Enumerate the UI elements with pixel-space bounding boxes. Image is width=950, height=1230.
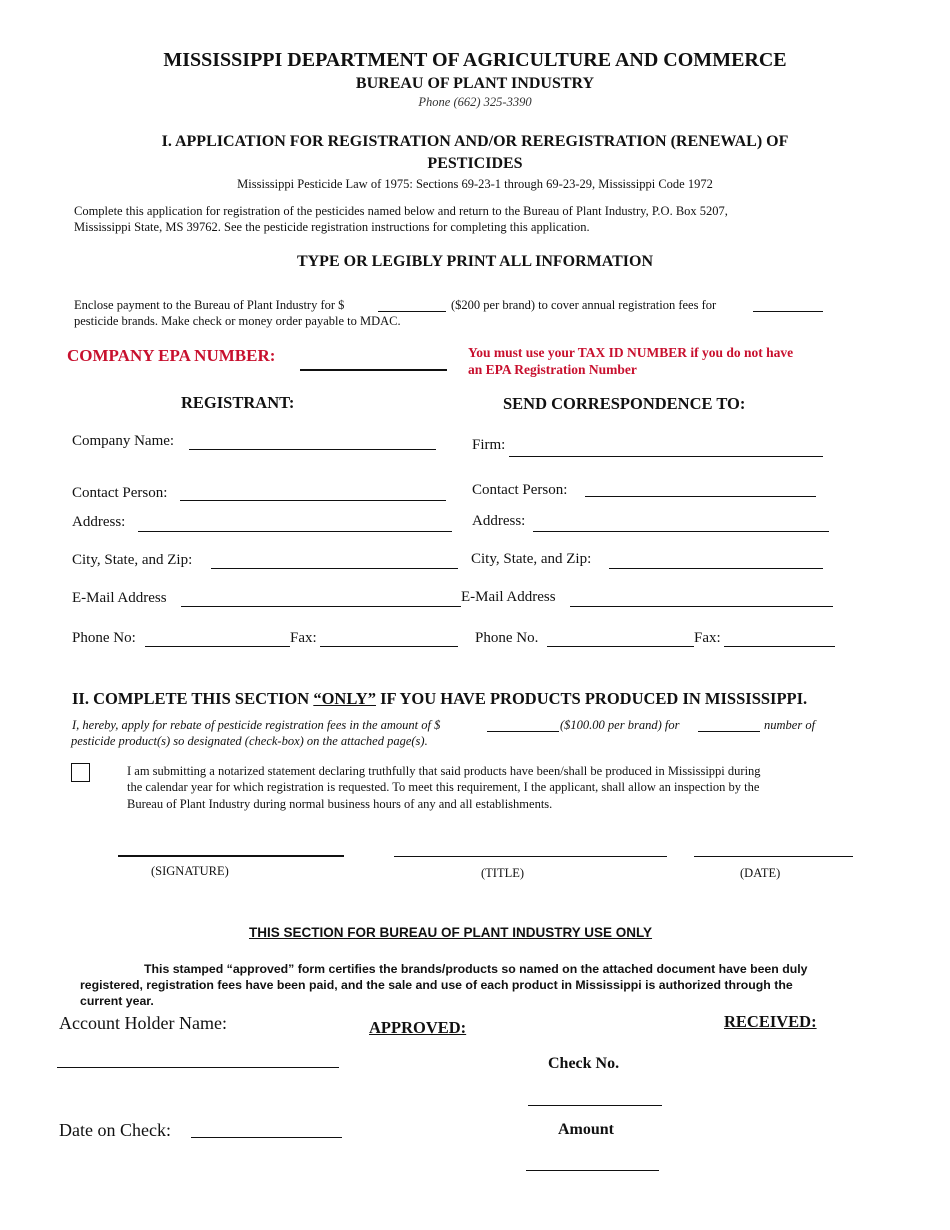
- date-label: (DATE): [740, 866, 781, 880]
- office-use-heading: THIS SECTION FOR BUREAU OF PLANT INDUSTRY USE ONLY: [249, 925, 653, 940]
- instructions-line2: Mississippi State, MS 39762. See the pesticide registration instructions for completing this application.: [74, 220, 590, 234]
- received-label: RECEIVED:: [724, 1012, 817, 1031]
- registrant-fax-label: Fax:: [290, 630, 317, 646]
- correspondence-email-label: E-Mail Address: [461, 589, 556, 605]
- signature-field[interactable]: [118, 855, 344, 857]
- registrant-fax-field[interactable]: [320, 646, 458, 647]
- signature-label: (SIGNATURE): [151, 864, 229, 878]
- department-title: MISSISSIPPI DEPARTMENT OF AGRICULTURE AND COMMERCE: [163, 49, 787, 71]
- epa-note-line1: You must use your TAX ID NUMBER if you do not have: [468, 345, 794, 360]
- epa-number-label: COMPANY EPA NUMBER:: [67, 346, 276, 365]
- correspondence-firm-field[interactable]: [509, 456, 823, 457]
- correspondence-address-label: Address:: [472, 513, 526, 529]
- section2-title-part2: IF YOU HAVE PRODUCTS PRODUCED IN MISSISSIPPI.: [375, 689, 808, 708]
- certification-line3: current year.: [80, 994, 154, 1008]
- date-on-check-label: Date on Check:: [59, 1120, 171, 1140]
- notarized-checkbox[interactable]: [71, 763, 90, 782]
- registrant-phone-label: Phone No:: [72, 630, 136, 646]
- rebate-count-field[interactable]: [698, 731, 760, 732]
- correspondence-fax-label: Fax:: [694, 630, 721, 646]
- date-field[interactable]: [694, 856, 853, 857]
- registrant-contact-label: Contact Person:: [72, 485, 168, 501]
- bureau-title: BUREAU OF PLANT INDUSTRY: [355, 75, 595, 92]
- certification-line2: registered, registration fees have been paid, and the sale and use of each product in Mississippi is authorized through the: [80, 978, 793, 992]
- account-holder-label: Account Holder Name:: [59, 1013, 227, 1033]
- section2-title-part1: II. COMPLETE THIS SECTION: [72, 689, 314, 708]
- registrant-address-field[interactable]: [138, 531, 452, 532]
- title-label: (TITLE): [481, 866, 525, 880]
- correspondence-city-field[interactable]: [609, 568, 823, 569]
- payment-text1: Enclose payment to the Bureau of Plant Industry for $: [74, 298, 345, 312]
- registrant-contact-field[interactable]: [180, 500, 446, 501]
- section2-title: [72, 689, 807, 709]
- correspondence-city-label: City, State, and Zip:: [471, 551, 592, 567]
- rebate-text1: I, hereby, apply for rebate of pesticide registration fees in the amount of $: [72, 718, 441, 732]
- rebate-text3: number of: [764, 718, 816, 732]
- registrant-email-field[interactable]: [181, 606, 461, 607]
- registrant-heading: REGISTRANT:: [181, 393, 295, 412]
- section1-title-cont: PESTICIDES: [427, 155, 523, 172]
- account-holder-field[interactable]: [57, 1067, 339, 1068]
- correspondence-phone-field[interactable]: [547, 646, 694, 647]
- certification-line1: This stamped “approved” form certifies the brands/products so named on the attached document have been duly: [144, 962, 808, 976]
- statement-line1: I am submitting a notarized statement declaring truthfully that said products have been/shall be produced in Mississippi during: [127, 764, 761, 778]
- epa-note-line2: an EPA Registration Number: [468, 362, 637, 377]
- registrant-address-label: Address:: [72, 514, 126, 530]
- amount-label: Amount: [558, 1121, 615, 1138]
- correspondence-contact-label: Contact Person:: [472, 482, 568, 498]
- approved-label: APPROVED:: [369, 1018, 467, 1037]
- check-number-label: Check No.: [548, 1055, 620, 1072]
- date-on-check-field[interactable]: [191, 1137, 342, 1138]
- correspondence-contact-field[interactable]: [585, 496, 816, 497]
- rebate-text2: ($100.00 per brand) for: [560, 718, 680, 732]
- correspondence-fax-field[interactable]: [724, 646, 835, 647]
- correspondence-firm-label: Firm:: [472, 437, 506, 453]
- section2-title-only: “ONLY”: [313, 689, 376, 708]
- instructions-line1: Complete this application for registration of the pesticides named below and return to the Bureau of Plant Industry, P.O. Box 5207,: [74, 204, 728, 218]
- statement-line3: Bureau of Plant Industry during normal business hours of any and all establishments.: [127, 797, 553, 811]
- check-number-field[interactable]: [528, 1105, 662, 1106]
- correspondence-heading: SEND CORRESPONDENCE TO:: [503, 394, 746, 413]
- correspondence-address-field[interactable]: [533, 531, 829, 532]
- registrant-company-label: Company Name:: [72, 433, 175, 449]
- correspondence-email-field[interactable]: [570, 606, 833, 607]
- brand-count-field[interactable]: [753, 311, 823, 312]
- registrant-city-field[interactable]: [211, 568, 458, 569]
- payment-text3: pesticide brands. Make check or money order payable to MDAC.: [74, 314, 401, 328]
- registrant-phone-field[interactable]: [145, 646, 290, 647]
- print-notice: TYPE OR LEGIBLY PRINT ALL INFORMATION: [296, 253, 654, 270]
- registrant-city-label: City, State, and Zip:: [72, 552, 193, 568]
- section1-title: I. APPLICATION FOR REGISTRATION AND/OR REREGISTRATION (RENEWAL) OF: [161, 133, 789, 150]
- rebate-text4: pesticide product(s) so designated (check-box) on the attached page(s).: [71, 734, 428, 748]
- amount-field[interactable]: [526, 1170, 659, 1171]
- registrant-company-field[interactable]: [189, 449, 436, 450]
- law-reference: Mississippi Pesticide Law of 1975: Sections 69-23-1 through 69-23-29, Mississippi Code 1972: [237, 177, 713, 191]
- correspondence-phone-label: Phone No.: [475, 630, 539, 646]
- rebate-amount-field[interactable]: [487, 731, 559, 732]
- title-field[interactable]: [394, 856, 667, 857]
- epa-number-field[interactable]: [300, 369, 447, 371]
- payment-amount-field[interactable]: [378, 311, 446, 312]
- registrant-email-label: E-Mail Address: [72, 590, 167, 606]
- payment-text2: ($200 per brand) to cover annual registration fees for: [451, 298, 717, 312]
- phone-number: Phone (662) 325-3390: [418, 95, 532, 109]
- statement-line2: the calendar year for which registration is requested. To meet this requirement, I the applicant, shall allow an inspection by the: [127, 780, 760, 794]
